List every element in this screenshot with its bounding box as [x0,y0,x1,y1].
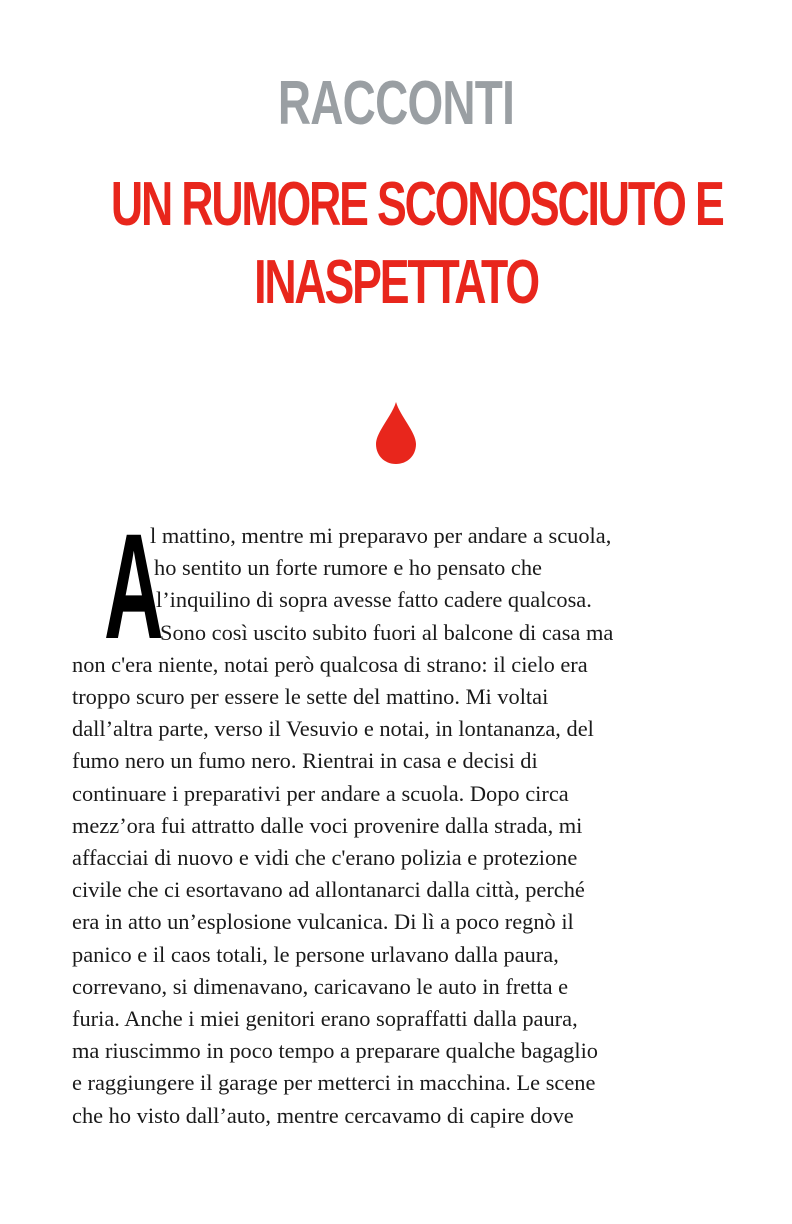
blood-drop-icon [376,402,416,464]
body-line: panico e il caos totali, le persone urlavano dalla paura, [72,941,559,967]
body-line: e raggiungere il garage per metterci in macchina. Le scene [72,1070,596,1096]
body-line: furia. Anche i miei genitori erano sopraffatti dalla paura, [72,1006,578,1032]
body-line: l mattino, mentre mi preparavo per andare a scuola, [150,523,612,548]
story-title-line-2: INASPETTATO [254,248,538,317]
body-line: ma riuscimmo in poco tempo a preparare qualche bagaglio [72,1038,598,1064]
drop-cap: A [104,502,164,670]
story-title-line-1: UN RUMORE SCONOSCIUTO E [110,170,723,239]
body-line: affacciai di nuovo e vidi che c'erano polizia e protezione [72,845,578,871]
story-body [72,502,724,1132]
body-line: correvano, si dimenavano, caricavano le auto in fretta e [72,973,569,999]
body-line: Sono così uscito subito fuori al balcone di casa ma [160,619,614,645]
body-line: ho sentito un forte rumore e ho pensato che [154,555,542,581]
body-line: non c'era niente, notai però qualcosa di strano: il cielo era [72,651,588,677]
body-line: che ho visto dall’auto, mentre cercavamo di capire dove [72,1102,574,1128]
body-line: fumo nero un fumo nero. Rientrai in casa e decisi di [72,748,538,774]
body-line: mezz’ora fui attratto dalle voci provenire dalla strada, mi [72,812,583,838]
section-label: RACCONTI [277,69,515,138]
body-line: troppo scuro per essere le sette del mattino. Mi voltai [72,684,549,710]
body-line: l’inquilino di sopra avesse fatto cadere qualcosa. [156,587,592,613]
body-line: civile che ci esortavano ad allontanarci dalla città, perché [72,877,585,903]
body-line: era in atto un’esplosione vulcanica. Di lì a poco regnò il [72,909,574,935]
body-line: dall’altra parte, verso il Vesuvio e notai, in lontananza, del [72,716,594,742]
body-line: continuare i preparativi per andare a scuola. Dopo circa [72,780,569,806]
story-title [0,166,792,322]
